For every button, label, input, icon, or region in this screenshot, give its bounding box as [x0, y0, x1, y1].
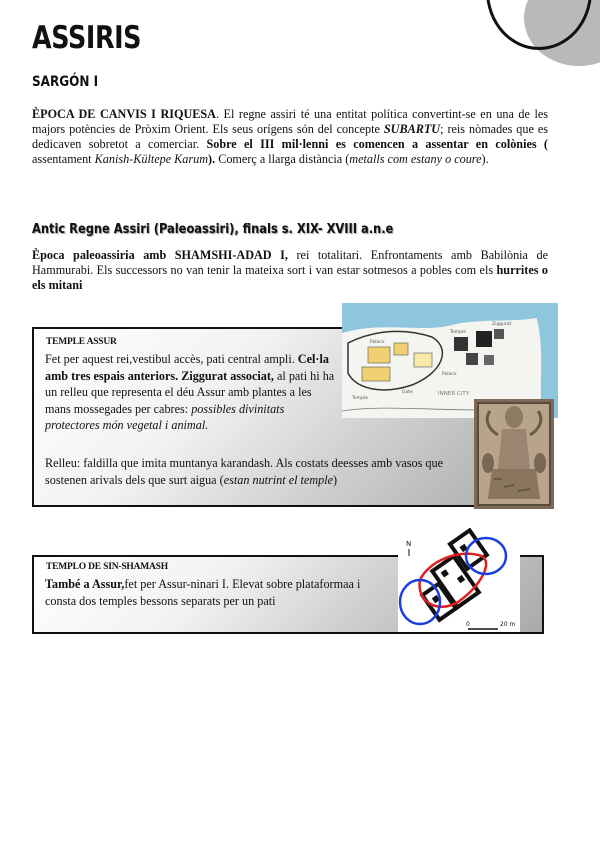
temple-assur-description: Fet per aquest rei,vestibul accès, pati central ampli. Cel·la amb tres espais anteriors. Ziggurat associat, al pati hi ha un relleu que representa el déu Assur amb plantes a les mans mossegades per cabres: possibles divinitats protectores món vegetal i animal.: [45, 352, 335, 432]
temple-sin-shamash-description: També a Assur,fet per Assur-ninari I. Elevat sobre plataformaa i consta dos temples bessons separats per un pati: [45, 577, 361, 608]
plan-scale-label: 20 m: [500, 621, 516, 628]
svg-text:Temple: Temple: [352, 396, 369, 401]
relief-drawing: [474, 399, 554, 509]
intro-bold-lead: ÈPOCA DE CANVIS I RIQUESA: [32, 107, 216, 121]
temple-assur-relief-text: Relleu: faldilla que imita muntanya karandash. Als costats deesses amb vasos que sostenen arivals dels que surt aigua (estan nutrint el temple): [45, 456, 444, 487]
north-label: N: [406, 540, 412, 548]
page-title: ASSIRIS: [32, 20, 142, 56]
section-heading: Antic Regne Assiri (Paleoassiri), finals s. XIX- XVIII a.n.e: [32, 222, 394, 237]
intro-paragraph: ÈPOCA DE CANVIS I RIQUESA. El regne assiri té una entitat política convertint-se en una de les majors potències de Pròxim Orient. Els seus orígens són del concepte SUBARTU; reis nòmades que es dedicaven sobretot a comerciar. Sobre el III mil·lenni es comencen a assentar en colònies ( assentament Kanish-Kültepe Karum). Comerç a llarga distància (metalls com estany o coure).: [32, 107, 548, 166]
plan-drawing: [398, 528, 520, 632]
temple-sin-shamash-title: TEMPLO DE SIN-SHAMASH: [46, 562, 168, 572]
map-city-label: INNER CITY: [438, 391, 470, 397]
svg-text:Palace: Palace: [370, 340, 385, 345]
svg-text:Gate: Gate: [402, 390, 413, 395]
page-subtitle: SARGÓN I: [32, 74, 99, 90]
plan-scale-zero: 0: [466, 621, 470, 628]
sin-shamash-plan-image: [398, 528, 520, 632]
assur-relief-image: [474, 399, 554, 509]
section-paragraph: Època paleoassiria amb SHAMSHI-ADAD I, rei totalitari. Enfrontaments amb Babilònia de Hammurabi. Els successors no van tenir la mateixa sort i van estar sotmesos a pobles com els hurrites o els mitani: [32, 248, 549, 292]
temple-assur-title: TEMPLE ASSUR: [46, 337, 117, 347]
svg-text:Ziggurat: Ziggurat: [492, 322, 512, 327]
svg-text:Palace: Palace: [442, 372, 457, 377]
svg-text:Temple: Temple: [450, 330, 467, 335]
subartu-term: SUBARTU: [383, 122, 441, 136]
